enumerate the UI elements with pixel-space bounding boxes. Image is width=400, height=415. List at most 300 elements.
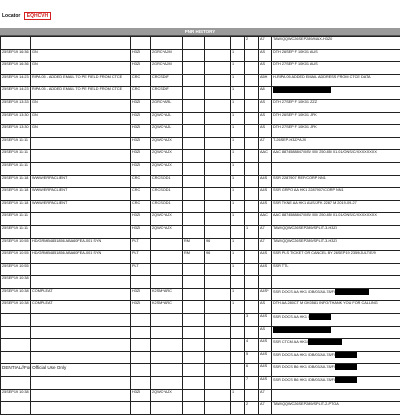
entry-cell — [272, 200, 400, 213]
redaction-block — [335, 352, 357, 358]
type-cell — [183, 74, 205, 87]
seq-cell — [231, 112, 245, 125]
agent-cell-text: H3ZI — [132, 50, 140, 54]
agent-cell-text: H3ZI — [132, 62, 140, 66]
description-cell — [31, 162, 131, 175]
seq-cell — [231, 175, 245, 188]
station-cell-text: K2SM*ARC — [152, 289, 172, 293]
date-cell — [1, 49, 31, 62]
table-row — [1, 251, 400, 264]
code-cell — [205, 213, 231, 226]
agent-cell — [131, 37, 151, 50]
description-cell — [31, 62, 131, 75]
type-cell — [183, 49, 205, 62]
table-row — [1, 314, 400, 327]
seq-cell — [231, 74, 245, 87]
code-cell — [205, 62, 231, 75]
agent-cell — [131, 125, 151, 138]
seq-cell — [231, 288, 245, 301]
action-cell — [259, 37, 272, 50]
seq-cell — [231, 150, 245, 163]
agent-cell-text: CRC — [132, 176, 140, 180]
agent-cell-text: H3ZI — [132, 138, 140, 142]
station-cell-text: 2GRC*AJM — [152, 50, 172, 54]
agent-cell-text: PLT — [132, 239, 139, 243]
station-cell — [151, 402, 183, 415]
line-cell — [245, 251, 259, 264]
date-cell-text: 25SEP19 10:38 — [2, 390, 29, 394]
agent-cell — [131, 276, 151, 289]
station-cell-text: CRCSOD1 — [152, 176, 171, 180]
locator-heading — [2, 12, 51, 20]
line-cell — [245, 314, 259, 327]
seq-cell-text: 1 — [232, 138, 234, 142]
type-cell — [183, 213, 205, 226]
type-cell — [183, 314, 205, 327]
entry-cell — [272, 213, 400, 226]
action-cell-text: A4S — [260, 339, 267, 343]
entry-cell-text: AAC 8874588847/0/B/ /00/ 250.85/ 01.01/ONS/C/XXXXXXXX — [273, 213, 377, 217]
entry-cell-text: DTH 26SEP F 10K01 JFK — [273, 113, 317, 117]
entry-cell-text: AAC 8874588847/0/B/ /00/ 250.85/ 01.01/ONS/C/XXXXXXXX — [273, 150, 377, 154]
date-cell — [1, 112, 31, 125]
description-cell-text: GN — [32, 100, 38, 104]
table-row — [1, 125, 400, 138]
table-row — [1, 188, 400, 201]
agent-cell — [131, 238, 151, 251]
line-cell — [245, 200, 259, 213]
line-cell — [245, 188, 259, 201]
type-cell — [183, 188, 205, 201]
line-cell — [245, 402, 259, 415]
code-cell — [205, 200, 231, 213]
station-cell — [151, 276, 183, 289]
date-cell-text: 25SEP19 10:38 — [2, 301, 29, 305]
date-cell — [1, 37, 31, 50]
station-cell-text: CRCSDIF — [152, 87, 169, 91]
date-cell-text: 25SEP19 10:55 — [2, 239, 29, 243]
date-cell — [1, 87, 31, 100]
table-row — [1, 175, 400, 188]
agent-cell-text: PLT — [132, 251, 139, 255]
date-cell — [1, 276, 31, 289]
action-cell-text: A7 — [260, 402, 265, 406]
agent-cell — [131, 213, 151, 226]
action-cell — [259, 162, 272, 175]
station-cell — [151, 200, 183, 213]
description-cell — [31, 213, 131, 226]
type-cell — [183, 62, 205, 75]
table-row — [1, 49, 400, 62]
entry-cell — [272, 62, 400, 75]
entry-cell-text: SSR GRPO AA HK1 2287907/CORP NN1 — [273, 188, 344, 192]
entry-cell — [272, 288, 400, 301]
action-cell — [259, 314, 272, 327]
seq-cell — [231, 276, 245, 289]
description-cell-text: HD/GRMB4851856 ABA60FEA-001 SYN — [32, 251, 101, 255]
station-cell — [151, 288, 183, 301]
agent-cell — [131, 225, 151, 238]
action-cell — [259, 213, 272, 226]
action-cell — [259, 49, 272, 62]
agent-cell — [131, 74, 151, 87]
seq-cell — [231, 377, 245, 390]
seq-cell — [231, 351, 245, 364]
agent-cell — [131, 263, 151, 276]
agent-cell-text: PLT — [132, 264, 139, 268]
station-cell — [151, 377, 183, 390]
agent-cell-text: CRC — [132, 87, 140, 91]
action-cell-text: A5H — [260, 75, 267, 79]
station-cell — [151, 225, 183, 238]
agent-cell — [131, 112, 151, 125]
history-table — [0, 36, 400, 415]
type-cell — [183, 99, 205, 112]
action-cell — [259, 125, 272, 138]
locator-code: EQHCVH — [24, 12, 51, 20]
entry-cell-text: SSR DOCS AA HK1 / — [273, 315, 309, 319]
seq-cell — [231, 402, 245, 415]
code-cell — [205, 314, 231, 327]
action-cell — [259, 326, 272, 339]
date-cell — [1, 351, 31, 364]
entry-cell-text: TAW/QQWC26SEP289/SPLIT-2-PTOA — [273, 402, 339, 406]
seq-cell-text: 1 — [232, 176, 234, 180]
action-cell-text: A4S — [260, 364, 267, 368]
action-cell — [259, 377, 272, 390]
line-cell — [245, 301, 259, 314]
type-cell — [183, 238, 205, 251]
action-cell — [259, 175, 272, 188]
date-cell-text: 25SEP19 10:38 — [2, 276, 29, 280]
action-cell-text: A4S — [260, 264, 267, 268]
entry-cell — [272, 188, 400, 201]
description-cell-text: RIPA 05 - ADDED EMAIL TO PE FIELD FROM CTCE — [32, 87, 122, 91]
agent-cell-text: H3ZI — [132, 125, 140, 129]
seq-cell — [231, 251, 245, 264]
station-cell — [151, 112, 183, 125]
action-cell-text: A4S — [260, 188, 267, 192]
entry-cell — [272, 314, 400, 327]
date-cell-text: 25SEP19 11:11 — [2, 226, 28, 230]
redaction-block — [273, 87, 331, 93]
line-cell-text: 2 — [246, 402, 248, 406]
description-cell — [31, 74, 131, 87]
code-cell — [205, 74, 231, 87]
description-cell-text: COMPLEAT — [32, 289, 53, 293]
table-row — [1, 276, 400, 289]
agent-cell — [131, 301, 151, 314]
description-cell — [31, 377, 131, 390]
entry-cell — [272, 402, 400, 415]
table-row — [1, 339, 400, 352]
type-cell-text: RM — [184, 239, 190, 243]
type-cell-text: RM — [184, 251, 190, 255]
seq-cell — [231, 37, 245, 50]
table-row — [1, 225, 400, 238]
seq-cell-text: 1 — [232, 113, 234, 117]
date-cell-text: 25SEP19 16:36 — [2, 62, 29, 66]
station-cell — [151, 99, 183, 112]
action-cell-text: A7 — [260, 37, 265, 41]
station-cell-text: 2QWC*AJX — [152, 163, 172, 167]
date-cell — [1, 301, 31, 314]
line-cell — [245, 74, 259, 87]
date-cell-text: 25SEP19 11:11 — [2, 150, 28, 154]
entry-cell — [272, 112, 400, 125]
action-cell-text: A4S — [260, 201, 267, 205]
seq-cell-text: 1 — [232, 201, 234, 205]
description-cell — [31, 137, 131, 150]
station-cell — [151, 251, 183, 264]
date-cell — [1, 125, 31, 138]
seq-cell-text: 1 — [232, 100, 234, 104]
station-cell — [151, 150, 183, 163]
entry-cell-text: SSR CTCM AA HK1/ — [273, 340, 308, 344]
line-cell — [245, 49, 259, 62]
entry-cell — [272, 150, 400, 163]
action-cell-text: A7 — [260, 239, 265, 243]
code-cell — [205, 112, 231, 125]
classification-footer: DENTIAL//For Official Use Only — [2, 365, 66, 370]
station-cell — [151, 351, 183, 364]
code-cell — [205, 137, 231, 150]
table-row — [1, 87, 400, 100]
entry-cell-text: DTH AA 280CT M GK0581 INFO/THANK YOU FOR CALLING — [273, 301, 378, 305]
code-cell — [205, 162, 231, 175]
code-cell — [205, 301, 231, 314]
description-cell — [31, 99, 131, 112]
description-cell — [31, 188, 131, 201]
entry-cell — [272, 339, 400, 352]
date-cell — [1, 150, 31, 163]
code-cell — [205, 125, 231, 138]
station-cell-text: 2GRC*ARL — [152, 100, 171, 104]
code-cell — [205, 251, 231, 264]
code-cell — [205, 87, 231, 100]
locator-label: Locator — [2, 13, 20, 19]
station-cell — [151, 162, 183, 175]
entry-cell — [272, 225, 400, 238]
agent-cell-text: CRC — [132, 201, 140, 205]
action-cell-text: A7 — [260, 226, 265, 230]
agent-cell — [131, 251, 151, 264]
line-cell — [245, 351, 259, 364]
description-cell-text: GN — [32, 62, 38, 66]
date-cell-text: 25SEP19 10:55 — [2, 251, 29, 255]
table-row — [1, 301, 400, 314]
entry-cell — [272, 276, 400, 289]
date-cell — [1, 175, 31, 188]
line-cell — [245, 377, 259, 390]
code-cell — [205, 150, 231, 163]
seq-cell-text: 1 — [232, 213, 234, 217]
agent-cell — [131, 326, 151, 339]
action-cell — [259, 137, 272, 150]
seq-cell-text: 1 — [232, 50, 234, 54]
action-cell — [259, 238, 272, 251]
date-cell — [1, 188, 31, 201]
entry-cell-text: SSR TKNE AA HK1 AUS/JFK 2287 M 2019-09-27 — [273, 201, 357, 205]
seq-cell-text: 1 — [232, 301, 234, 305]
type-cell — [183, 377, 205, 390]
line-cell — [245, 326, 259, 339]
seq-cell-text: 1 — [232, 125, 234, 129]
description-cell — [31, 301, 131, 314]
entry-cell — [272, 37, 400, 50]
type-cell — [183, 175, 205, 188]
station-cell-text: 2QWC*AJL — [152, 125, 171, 129]
redaction-block — [273, 327, 331, 333]
code-cell — [205, 49, 231, 62]
entry-cell — [272, 175, 400, 188]
seq-cell-text: 1 — [232, 188, 234, 192]
code-cell — [205, 402, 231, 415]
entry-cell — [272, 351, 400, 364]
action-cell-text: AS — [260, 50, 265, 54]
description-cell — [31, 87, 131, 100]
line-cell-text: 4 — [246, 339, 248, 343]
code-cell-text: 96 — [206, 251, 210, 255]
station-cell — [151, 263, 183, 276]
date-cell-text: 25SEP19 16:36 — [2, 50, 29, 54]
action-cell-text: A7 — [260, 390, 265, 394]
code-cell — [205, 288, 231, 301]
agent-cell — [131, 314, 151, 327]
type-cell — [183, 326, 205, 339]
type-cell — [183, 276, 205, 289]
seq-cell — [231, 263, 245, 276]
line-cell — [245, 238, 259, 251]
entry-cell — [272, 49, 400, 62]
description-cell-text: WWW/ERPACLIENT — [32, 188, 67, 192]
seq-cell — [231, 326, 245, 339]
code-cell — [205, 377, 231, 390]
action-cell-text: AAC — [260, 213, 268, 217]
table-row — [1, 150, 400, 163]
line-cell — [245, 112, 259, 125]
action-cell — [259, 364, 272, 377]
seq-cell — [231, 125, 245, 138]
agent-cell-text: H3ZI — [132, 390, 140, 394]
date-cell — [1, 213, 31, 226]
agent-cell — [131, 87, 151, 100]
description-cell — [31, 225, 131, 238]
table-row — [1, 99, 400, 112]
agent-cell-text: H3ZI — [132, 226, 140, 230]
redaction-block — [335, 364, 357, 370]
line-cell — [245, 37, 259, 50]
action-cell-text: AS — [260, 327, 265, 331]
action-cell-text: A4S — [260, 251, 267, 255]
agent-cell — [131, 351, 151, 364]
action-cell — [259, 351, 272, 364]
station-cell — [151, 188, 183, 201]
agent-cell — [131, 339, 151, 352]
action-cell — [259, 288, 272, 301]
agent-cell — [131, 99, 151, 112]
type-cell — [183, 200, 205, 213]
station-cell — [151, 125, 183, 138]
table-row — [1, 351, 400, 364]
entry-cell — [272, 301, 400, 314]
description-cell — [31, 238, 131, 251]
line-cell — [245, 175, 259, 188]
seq-cell — [231, 238, 245, 251]
entry-cell-text: SSR PLS TICKET OR CANCEL BY 26SEP19 2359/JULT/E/9 — [273, 251, 376, 255]
entry-cell-text: SSR DOCS AA HK1 /DB/03JUL78/F/ — [273, 353, 335, 357]
seq-cell-text: 1 — [232, 163, 234, 167]
description-cell — [31, 125, 131, 138]
date-cell — [1, 74, 31, 87]
entry-cell — [272, 263, 400, 276]
seq-cell-text: 1 — [232, 251, 234, 255]
line-cell — [245, 137, 259, 150]
station-cell-text: 2QWC*AJX — [152, 150, 172, 154]
action-cell-text: AAC — [260, 150, 268, 154]
action-cell — [259, 402, 272, 415]
entry-cell — [272, 326, 400, 339]
entry-cell-text: DTH 27SEP F 10K01 AUS — [273, 62, 318, 66]
seq-cell — [231, 213, 245, 226]
action-cell-text: A4S — [260, 314, 267, 318]
agent-cell-text: H3ZI — [132, 163, 140, 167]
type-cell — [183, 225, 205, 238]
date-cell-text: 25SEP19 10:55 — [2, 264, 29, 268]
entry-cell-text: T-26SEP-H3Z/*AJX — [273, 138, 306, 142]
line-cell-text: 1 — [246, 226, 248, 230]
code-cell — [205, 326, 231, 339]
type-cell — [183, 150, 205, 163]
code-cell — [205, 263, 231, 276]
station-cell-text: 2GRC*AJM — [152, 62, 172, 66]
seq-cell — [231, 137, 245, 150]
station-cell-text: K2SM*ARC — [152, 301, 172, 305]
date-cell-text: 25SEP19 11:11 — [2, 213, 28, 217]
action-cell — [259, 339, 272, 352]
station-cell-text: CRCSOD1 — [152, 188, 171, 192]
station-cell — [151, 364, 183, 377]
agent-cell-text: H3ZI — [132, 213, 140, 217]
type-cell — [183, 351, 205, 364]
action-cell-text: AS — [260, 125, 265, 129]
date-cell — [1, 225, 31, 238]
date-cell-text: 25SEP19 14:23 — [2, 75, 29, 79]
seq-cell — [231, 49, 245, 62]
line-cell-text: 5 — [246, 352, 248, 356]
entry-cell-text: SSR 2287907 REF/CORP NN1 — [273, 176, 326, 180]
action-cell-text: AS — [260, 100, 265, 104]
table-row — [1, 137, 400, 150]
seq-cell-text: 1 — [232, 62, 234, 66]
date-cell-text: 25SEP19 13:33 — [2, 100, 29, 104]
entry-cell — [272, 125, 400, 138]
agent-cell — [131, 377, 151, 390]
agent-cell — [131, 364, 151, 377]
agent-cell — [131, 150, 151, 163]
action-cell — [259, 301, 272, 314]
station-cell-text: 2QWC*AJL — [152, 113, 171, 117]
entry-cell-text: SSR DOCS B6 HK1 /DB/03JUL78/F/ — [273, 365, 335, 369]
agent-cell — [131, 402, 151, 415]
description-cell — [31, 263, 131, 276]
date-cell-text: 25SEP19 13:30 — [2, 113, 29, 117]
description-cell-text: GN — [32, 125, 38, 129]
agent-cell-text: CRC — [132, 75, 140, 79]
type-cell — [183, 125, 205, 138]
description-cell — [31, 288, 131, 301]
history-title: PNR HISTORY — [0, 28, 400, 35]
